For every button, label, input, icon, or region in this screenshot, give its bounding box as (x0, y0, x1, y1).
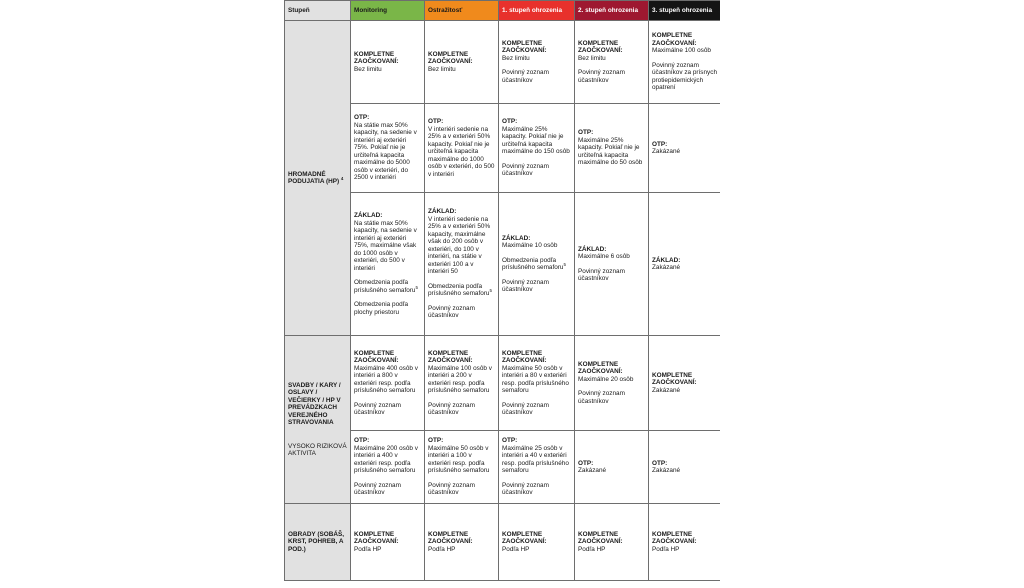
cell: OTP: Maximálne 25% kapacity. Pokiaľ nie je určiteľná kapacita maximálne do 50 osôb (575, 104, 649, 193)
cell: OTP: Zakázané (649, 431, 721, 504)
regulation-document (284, 0, 720, 588)
table-row (285, 21, 721, 104)
cell: KOMPLETNE ZAOČKOVANÍ: Podľa HP (351, 504, 425, 581)
cell: KOMPLETNE ZAOČKOVANÍ: Bez limitu (425, 21, 499, 104)
cell: KOMPLETNE ZAOČKOVANÍ: Podľa HP (499, 504, 575, 581)
section-label-hp (285, 21, 351, 336)
header-monitoring: Monitoring (351, 1, 425, 21)
table-row (285, 431, 721, 504)
cell: KOMPLETNE ZAOČKOVANÍ: Maximálne 100 osôb v interiéri a 200 v exteriéri resp. podľa príslušného semaforu Povinný zoznam účastníkov (425, 336, 499, 431)
cell: KOMPLETNE ZAOČKOVANÍ: Maximálne 400 osôb v interiéri a 800 v exteriéri resp. podľa príslušného semaforu Povinný zoznam účastníkov (351, 336, 425, 431)
cell: KOMPLETNE ZAOČKOVANÍ: Bez limitu Povinný zoznam účastníkov (575, 21, 649, 104)
cell: OTP: Maximálne 200 osôb v interiéri a 400 v exteriéri resp. podľa príslušného semaforu Povinný zoznam účastníkov (351, 431, 425, 504)
cell: ZÁKLAD: Maximálne 10 osôb Obmedzenia podľa príslušného semaforu$^5$ Povinný zoznam účastníkov (499, 193, 575, 336)
cell: KOMPLETNE ZAOČKOVANÍ: Podľa HP (425, 504, 499, 581)
cell: OTP: Maximálne 50 osôb v interiéri a 100 v exteriéri resp. podľa príslušného semaforu Povinný zoznam účastníkov (425, 431, 499, 504)
header-row (285, 1, 721, 21)
cell: OTP: V interiéri sedenie na 25% a v exteriéri 50% kapacity. Pokiaľ nie je určiteľná kapacita maximálne do 1000 osôb v exteriéri, do 500 v interiéri (425, 104, 499, 193)
cell: KOMPLETNE ZAOČKOVANÍ: Podľa HP (575, 504, 649, 581)
cell: ZÁKLAD: Maximálne 6 osôb Povinný zoznam účastníkov (575, 193, 649, 336)
cell: KOMPLETNE ZAOČKOVANÍ: Maximálne 100 osôb Povinný zoznam účastníkov za prísnych protiepidemických opatrení (649, 21, 721, 104)
cell: KOMPLETNE ZAOČKOVANÍ: Bez limitu (351, 21, 425, 104)
header-ostrazitost: Ostražitosť (425, 1, 499, 21)
header-stupen-3: 3. stupeň ohrozenia (649, 1, 721, 21)
cell: OTP: Na státie max 50% kapacity, na sedenie v interiéri aj exteriéri 75%. Pokiaľ nie je určiteľná kapacita maximálne do 5000 osôb v exteriéri, do 2500 v interiéri (351, 104, 425, 193)
header-stupen: Stupeň (285, 1, 351, 21)
cell: KOMPLETNE ZAOČKOVANÍ: Maximálne 50 osôb v interiéri a 80 v exteriéri resp. podľa príslušného semaforu Povinný zoznam účastníkov (499, 336, 575, 431)
cell: OTP: Zakázané (649, 104, 721, 193)
section-note: VYSOKO RIZIKOVÁ AKTIVITA (288, 442, 347, 457)
footnote-ref: 4 (340, 175, 344, 181)
section-title: HROMADNÉ PODUJATIA (HP) (288, 170, 340, 185)
table-row (285, 104, 721, 193)
section-label-obrady (285, 504, 351, 581)
cell: OTP: Maximálne 25% kapacity. Pokiaľ nie je určiteľná kapacita maximálne do 150 osôb Povinný zoznam účastníkov (499, 104, 575, 193)
table-row (285, 193, 721, 336)
table-row (285, 504, 721, 581)
cell: OTP: Maximálne 25 osôb v interiéri a 40 v exteriéri resp. podľa príslušného semaforu Povinný zoznam účastníkov (499, 431, 575, 504)
cell: KOMPLETNE ZAOČKOVANÍ: Bez limitu Povinný zoznam účastníkov (499, 21, 575, 104)
cell: KOMPLETNE ZAOČKOVANÍ: Podľa HP (649, 504, 721, 581)
cell: ZÁKLAD: V interiéri sedenie na 25% a v exteriéri 50% kapacity, maximálne však do 200 osôb v exteriéri, do 100 v interiéri, na státie v exteriéri 100 a v interiéri 50 Obmedzenia podľa príslušného semaforu$^5$ Povinný zoznam účastníkov (425, 193, 499, 336)
table-row (285, 336, 721, 431)
rules-table (284, 0, 720, 581)
section-label-svadby (285, 336, 351, 504)
header-stupen-2: 2. stupeň ohrozenia (575, 1, 649, 21)
cell: OTP: Zakázané (575, 431, 649, 504)
section-title: SVADBY / KARY / OSLAVY / VEČIERKY / HP V PREVÁDZKACH VEREJNÉHO STRAVOVANIA (288, 381, 341, 426)
cell: ZÁKLAD: Zakázané (649, 193, 721, 336)
section-title: OBRADY (SOBÁŠ, KRST, POHREB, A POD.) (288, 530, 344, 553)
cell: ZÁKLAD: Na státie max 50% kapacity, na sedenie v interiéri aj exteriéri 75%, maximálne však do 1000 osôb v exteriéri, do 500 v interiéri Obmedzenia podľa príslušného semaforu$^5$ Obmedzenia podľa plochy priestoru (351, 193, 425, 336)
cell: KOMPLETNE ZAOČKOVANÍ: Zakázané (649, 336, 721, 431)
header-stupen-1: 1. stupeň ohrozenia (499, 1, 575, 21)
cell: KOMPLETNE ZAOČKOVANÍ: Maximálne 20 osôb Povinný zoznam účastníkov (575, 336, 649, 431)
